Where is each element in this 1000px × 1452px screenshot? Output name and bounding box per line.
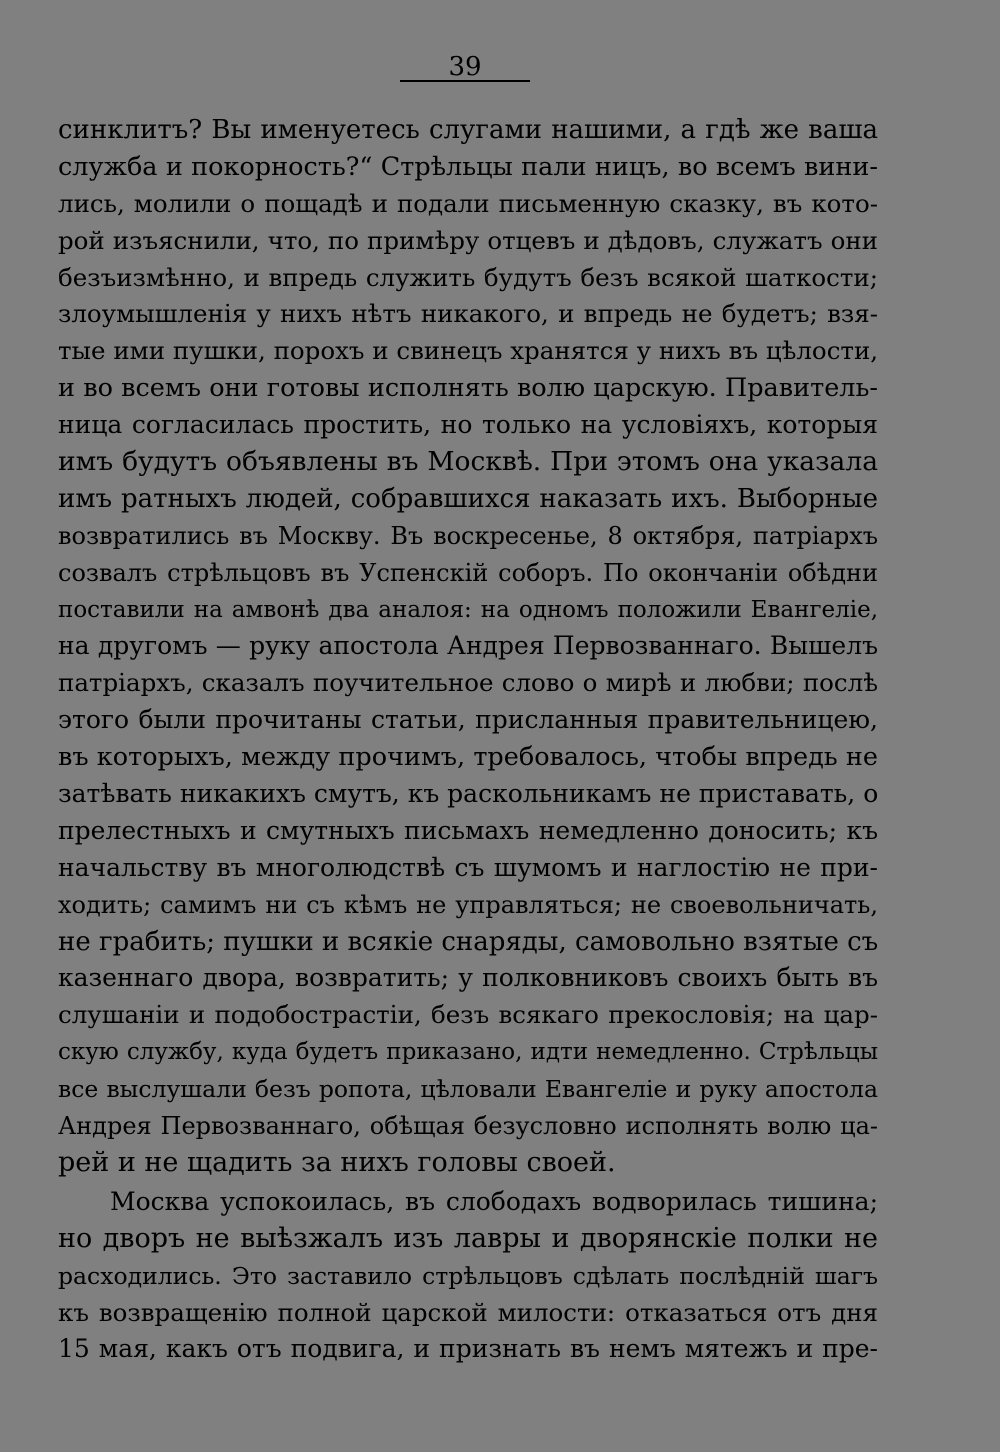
text-line: въ которыхъ, между прочимъ, требовалось, чтобы впредь не: [58, 742, 878, 773]
text-line: Андрея Первозваннаго, обѣщая безусловно исполнять волю ца-: [58, 1112, 878, 1141]
text-line: ница согласилась простить, но только на условіяхъ, которыя: [58, 410, 878, 440]
text-line: на другомъ — руку апостола Андрея Первозваннаго. Вышелъ: [58, 631, 878, 661]
text-line: поставили на амвонѣ два аналоя: на одномъ положили Евангеліе,: [58, 596, 878, 623]
text-line: затѣвать никакихъ смутъ, къ раскольникамъ не приставать, о: [58, 779, 878, 809]
text-line: рей и не щадить за нихъ головы своей.: [58, 1146, 616, 1178]
text-line: казеннаго двора, возвратить; у полковниковъ своихъ быть въ: [58, 963, 878, 993]
body-text: [58, 112, 878, 1368]
text-line: Москва успокоилась, въ слободахъ водворилась тишина;: [110, 1186, 878, 1216]
text-line: начальству въ многолюдствѣ съ шумомъ и наглостію не при-: [58, 852, 878, 882]
text-line: злоумышленія у нихъ нѣтъ никакого, и впредь не будетъ; взя-: [58, 299, 878, 329]
text-line: но дворъ не выѣзжалъ изъ лавры и дворянскіе полки не: [58, 1222, 878, 1254]
text-line: лись, молили о пощадѣ и подали письменную сказку, въ кото-: [58, 188, 878, 218]
page-number: 39: [448, 52, 482, 82]
text-line: и во всемъ они готовы исполнять волю царскую. Правитель-: [58, 373, 878, 404]
text-line: не грабить; пушки и всякіе снаряды, самовольно взятые съ: [58, 926, 878, 957]
paragraph-1: [58, 112, 878, 1182]
text-line: имъ будутъ объявлены въ Москвѣ. При этомъ она указала: [58, 446, 878, 478]
text-line: этого были прочитаны статьи, присланныя правительницею,: [58, 705, 878, 735]
paragraph-2: [58, 1184, 878, 1368]
text-line: расходились. Это заставило стрѣльцовъ сдѣлать послѣдній шагъ: [58, 1261, 878, 1290]
text-line: возвратились въ Москву. Въ воскресенье, 8 октября, патріархъ: [58, 521, 878, 550]
text-line: имъ ратныхъ людей, собравшихся наказать ихъ. Выборные: [58, 483, 878, 514]
text-line: безъизмѣнно, и впредь служить будутъ безъ всякой шаткости;: [58, 262, 878, 292]
text-line: 15 мая, какъ отъ подвига, и признать въ немъ мятежъ и пре-: [58, 1334, 878, 1364]
text-line: къ возвращенію полной царской милости: отказаться отъ дня: [58, 1297, 878, 1327]
text-line: патріархъ, сказалъ поучительное слово о мирѣ и любви; послѣ: [58, 668, 878, 698]
text-line: прелестныхъ и смутныхъ письмахъ немедленно доносить; къ: [58, 815, 878, 845]
text-line: синклитъ? Вы именуетесь слугами нашими, а гдѣ же ваша: [58, 115, 878, 145]
text-line: созвалъ стрѣльцовъ въ Успенскій соборъ. По окончаніи обѣдни: [58, 558, 878, 587]
text-line: слушаніи и подобострастіи, безъ всякаго прекословія; на цар-: [58, 1000, 878, 1030]
text-line: ходить; самимъ ни съ кѣмъ не управляться; не своевольничать,: [58, 890, 878, 919]
text-line: тые ими пушки, порохъ и свинецъ хранятся у нихъ въ цѣлости,: [58, 336, 878, 366]
header-rule: [400, 80, 530, 82]
text-line: служба и покорность?“ Стрѣльцы пали ницъ, во всемъ вини-: [58, 151, 878, 182]
text-line: рой изъяснили, что, по примѣру отцевъ и дѣдовъ, служатъ они: [58, 225, 878, 255]
text-line: все выслушали безъ ропота, цѣловали Евангеліе и руку апостола: [58, 1075, 878, 1104]
text-line: скую службу, куда будетъ приказано, идти немедленно. Стрѣльцы: [58, 1039, 878, 1066]
